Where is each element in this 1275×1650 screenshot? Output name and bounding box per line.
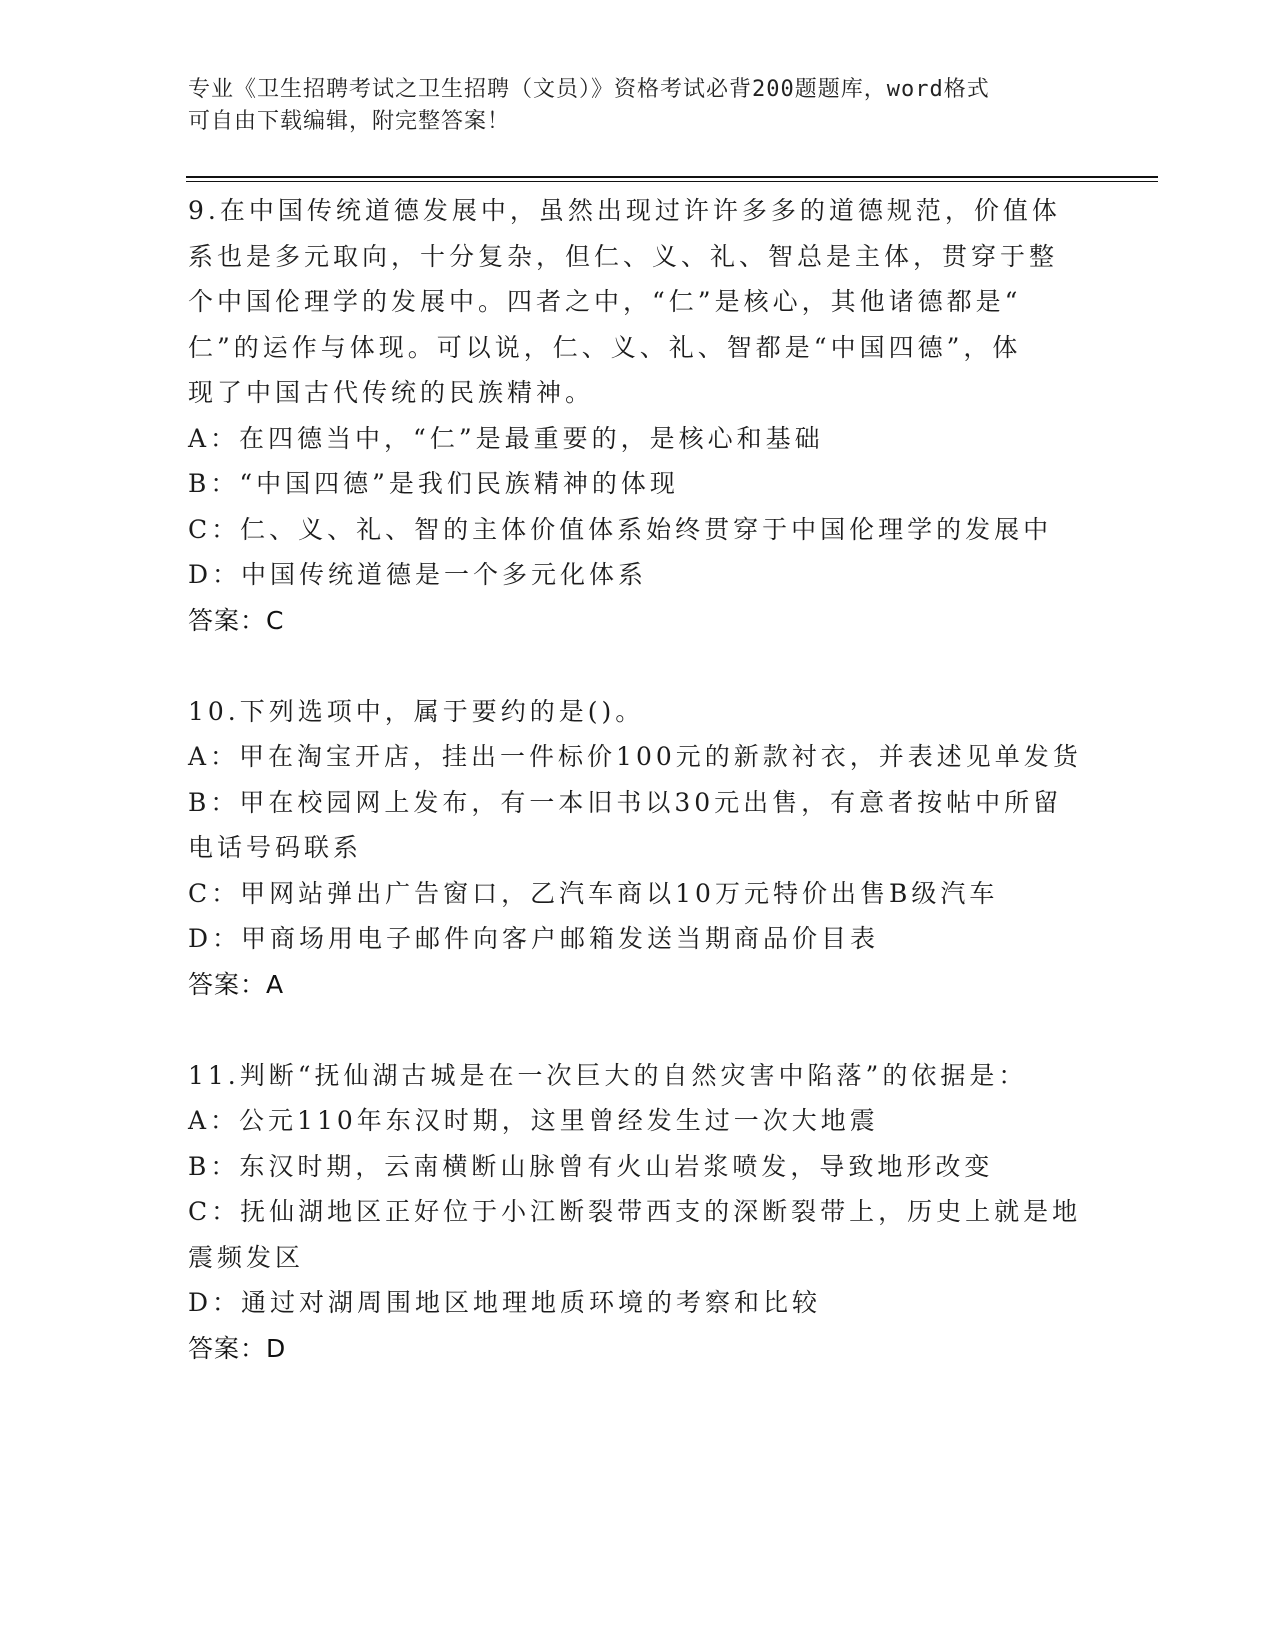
option-a: A：在四德当中，“仁”是最重要的，是核心和基础 xyxy=(188,423,824,453)
question-9 xyxy=(188,188,1088,643)
option-b: B：“中国四德”是我们民族精神的体现 xyxy=(188,469,679,498)
option-b: B：东汉时期，云南横断山脉曾有火山岩浆喷发，导致地形改变 xyxy=(188,1151,994,1181)
option-c-continued: 震频发区 xyxy=(188,1242,305,1272)
question-list xyxy=(188,188,1088,1371)
question-stem-line: 11.判断“抚仙湖古城是在一次巨大的自然灾害中陷落”的依据是： xyxy=(188,1060,1028,1090)
option-a: A：公元110年东汉时期，这里曾经发生过一次大地震 xyxy=(188,1106,879,1135)
question-stem-line: 10.下列选项中，属于要约的是()。 xyxy=(188,696,645,726)
option-b-continued: 电话号码联系 xyxy=(188,833,363,862)
document-header xyxy=(188,74,1088,138)
answer-line: 答案：C xyxy=(188,605,285,635)
header-line-1: 专业《卫生招聘考试之卫生招聘（文员）》资格考试必背200题题库，word格式 xyxy=(188,77,990,102)
option-c: C：甲网站弹出广告窗口，乙汽车商以10万元特价出售B级汽车 xyxy=(188,878,999,908)
question-stem-line: 系也是多元取向，十分复杂，但仁、义、礼、智总是主体，贯穿于整 xyxy=(188,241,1059,271)
question-stem-line: 现了中国古代传统的民族精神。 xyxy=(188,378,595,407)
option-c: C：仁、义、礼、智的主体价值体系始终贯穿于中国伦理学的发展中 xyxy=(188,514,1053,544)
option-c: C：抚仙湖地区正好位于小江断裂带西支的深断裂带上，历史上就是地 xyxy=(188,1197,1082,1226)
question-stem-line: 仁”的运作与体现。可以说，仁、义、礼、智都是“中国四德”，体 xyxy=(188,332,1022,362)
header-divider-thick xyxy=(186,176,1158,178)
option-b: B：甲在校园网上发布，有一本旧书以30元出售，有意者按帖中所留 xyxy=(188,787,1063,817)
option-d: D：通过对湖周围地区地理地质环境的考察和比较 xyxy=(188,1288,822,1317)
header-divider-thin xyxy=(186,181,1158,182)
answer-line: 答案：D xyxy=(188,1333,287,1363)
question-stem-line: 个中国伦理学的发展中。四者之中，“仁”是核心，其他诸德都是“ xyxy=(188,287,1022,316)
answer-line: 答案：A xyxy=(188,969,285,999)
question-spacer xyxy=(188,643,1088,689)
option-a: A：甲在淘宝开店，挂出一件标价100元的新款衬衣，并表述见单发货 xyxy=(188,742,1082,771)
question-11 xyxy=(188,1053,1088,1372)
question-spacer xyxy=(188,1007,1088,1053)
question-stem-line: 9.在中国传统道德发展中，虽然出现过许许多多的道德规范，价值体 xyxy=(188,196,1061,225)
question-10 xyxy=(188,689,1088,1008)
option-d: D：中国传统道德是一个多元化体系 xyxy=(188,560,648,589)
header-line-2: 可自由下载编辑，附完整答案！ xyxy=(188,109,511,134)
option-d: D：甲商场用电子邮件向客户邮箱发送当期商品价目表 xyxy=(188,924,880,953)
